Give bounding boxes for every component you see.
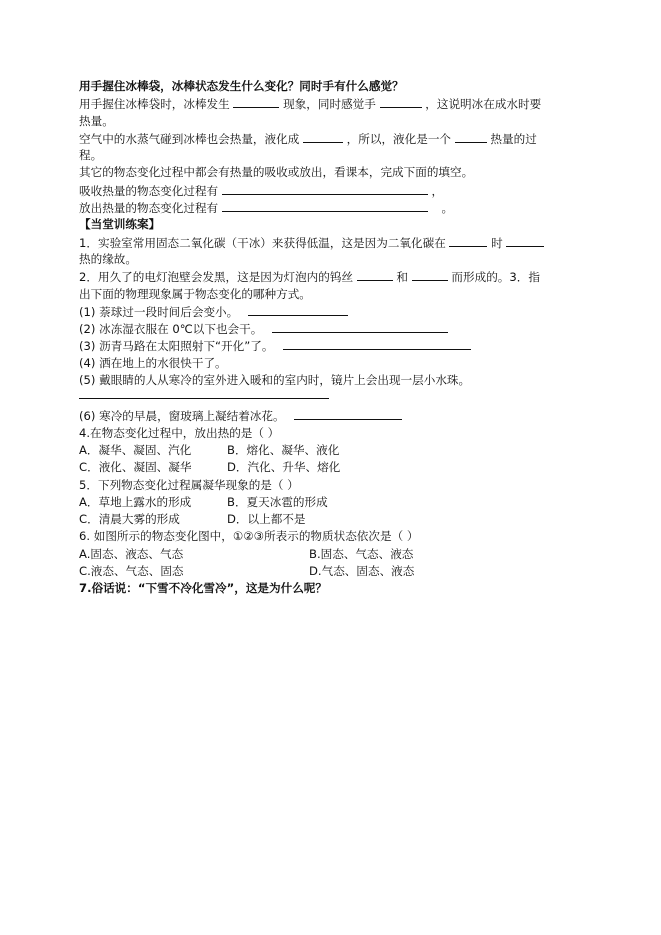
sub-item-3: (3) 沥青马路在太阳照射下“开化”了。 bbox=[79, 337, 599, 354]
option-b[interactable]: B.固态、气态、液态 bbox=[309, 546, 414, 561]
option-c[interactable]: C．清晨大雾的形成 bbox=[79, 512, 180, 527]
answer-blank[interactable] bbox=[294, 407, 402, 420]
question-4: 4.在物态变化过程中，放出热的是（ ） bbox=[79, 425, 280, 440]
option-a[interactable]: A．凝华、凝固、汽化 bbox=[79, 442, 192, 457]
option-a[interactable]: A．草地上露水的形成 bbox=[79, 494, 192, 509]
question-2: 2．用久了的电灯泡壁会发黑，这是因为灯泡内的钨丝 和 而形成的。3．指 bbox=[79, 270, 540, 285]
worksheet-content bbox=[79, 78, 599, 598]
answer-blank[interactable] bbox=[303, 130, 343, 143]
answer-blank[interactable] bbox=[79, 389, 329, 399]
fill-line-1: 用手握住冰棒袋时，冰棒发生 现象，同时感觉手 ，这说明冰在成水时要 bbox=[79, 97, 542, 112]
question-1: 1．实验室常用固态二氧化碳（干冰）来获得低温，这是因为二氧化碳在 时 bbox=[79, 234, 599, 251]
question-4-options-ab bbox=[79, 442, 599, 459]
option-a[interactable]: A.固态、液态、气态 bbox=[79, 546, 184, 561]
sub-item-2: (2) 冰冻湿衣服在 0℃以下也会干。 bbox=[79, 320, 599, 337]
fill-line-1-cont: 热量。 bbox=[79, 113, 114, 128]
question-1-cont: 热的缘故。 bbox=[79, 251, 137, 266]
option-b[interactable]: B．熔化、凝华、液化 bbox=[227, 442, 340, 457]
answer-blank[interactable] bbox=[272, 320, 448, 333]
answer-blank[interactable] bbox=[506, 234, 544, 247]
question-7: 7.俗话说：“下雪不冷化雪冷”，这是为什么呢？ bbox=[79, 581, 327, 596]
question-5-options-cd bbox=[79, 511, 599, 528]
question-5: 5．下列物态变化过程属凝华现象的是（ ） bbox=[79, 477, 299, 492]
answer-blank[interactable] bbox=[357, 268, 393, 281]
question-3-prompt: 出下面的物理现象属于物态变化的哪种方式。 bbox=[79, 286, 311, 301]
question-4-options-cd bbox=[79, 459, 599, 476]
answer-blank[interactable] bbox=[248, 303, 348, 316]
answer-blank[interactable] bbox=[222, 182, 428, 195]
option-d[interactable]: D.气态、固态、液态 bbox=[309, 564, 415, 579]
answer-blank[interactable] bbox=[222, 199, 428, 212]
answer-blank[interactable] bbox=[455, 130, 487, 143]
sub-item-6: (6) 寒冷的早晨，窗玻璃上凝结着冰花。 bbox=[79, 407, 599, 424]
fill-line-2: 空气中的水蒸气碰到冰棒也会热量，液化成 ，所以，液化是一个 热量的过 bbox=[79, 131, 537, 146]
release-heat-line: 放出热量的物态变化过程有 。 bbox=[79, 201, 454, 216]
sub-item-4: (4) 洒在地上的水很快干了。 bbox=[79, 355, 227, 370]
absorb-heat-line: 吸收热量的物态变化过程有 ， bbox=[79, 183, 444, 198]
sub-item-5: (5) 戴眼睛的人从寒冷的室外进入暖和的室内时，镜片上会出现一层小水珠。 bbox=[79, 373, 471, 388]
option-c[interactable]: C．液化、凝固、凝华 bbox=[79, 460, 192, 475]
answer-blank[interactable] bbox=[233, 95, 279, 108]
instruction-line: 其它的物态变化过程中都会有热量的吸收或放出，看课本，完成下面的填空。 bbox=[79, 165, 474, 180]
option-b[interactable]: B．夏天冰雹的形成 bbox=[227, 494, 328, 509]
answer-blank[interactable] bbox=[380, 95, 422, 108]
question-5-options-ab bbox=[79, 494, 599, 511]
question-6: 6. 如图所示的物态变化图中，①②③所表示的物质状态依次是（ ） bbox=[79, 529, 419, 544]
question-heading: 用手握住冰棒袋，冰棒状态发生什么变化？同时手有什么感觉？ bbox=[79, 79, 404, 93]
answer-blank[interactable] bbox=[449, 234, 487, 247]
sub-item-1: (1) 萘球过一段时间后会变小。 bbox=[79, 303, 599, 320]
option-d[interactable]: D．汽化、升华、熔化 bbox=[227, 460, 341, 475]
answer-blank[interactable] bbox=[283, 337, 471, 350]
option-c[interactable]: C.液态、气态、固态 bbox=[79, 564, 184, 579]
section-title: 【当堂训练案】 bbox=[79, 217, 161, 232]
fill-line-2-cont: 程。 bbox=[79, 148, 103, 163]
question-6-options-ab bbox=[79, 546, 599, 563]
option-d[interactable]: D．以上都不是 bbox=[227, 512, 306, 527]
answer-blank[interactable] bbox=[412, 268, 448, 281]
question-6-options-cd bbox=[79, 563, 599, 580]
